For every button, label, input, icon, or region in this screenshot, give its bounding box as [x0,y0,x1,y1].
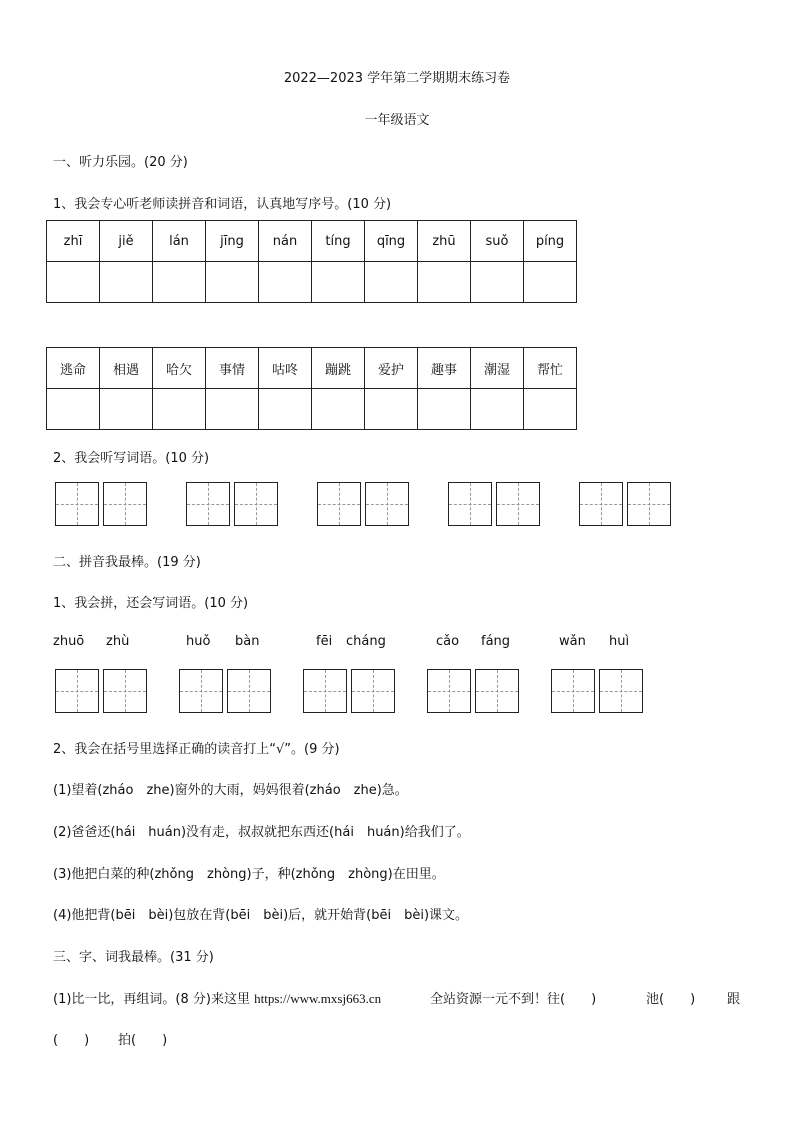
answer-cell[interactable] [418,389,471,430]
page-subtitle: 一年级语文 [364,113,430,128]
pinyin-cell: píng [524,221,577,262]
answer-cell[interactable] [153,389,206,430]
writing-box[interactable] [179,669,223,713]
pinyin-cell: qīng [365,221,418,262]
answer-cell[interactable] [47,389,100,430]
section-heading-1: 一、听力乐园。(20 分) [53,155,188,170]
pinyin-syllable: fáng [481,634,511,649]
pronunciation-line: (4)他把背(bēi bèi)包放在背(bēi bèi)后，就开始背(bēi bèi)课文。 [53,908,469,923]
compare-words-item: 全站资源一元不到！往( ) [430,992,597,1007]
words-table [46,347,577,430]
answer-row [47,262,577,303]
compare-words-item: 拍( ) [118,1033,168,1048]
pinyin-syllable: huǒ [186,634,211,649]
answer-cell[interactable] [259,262,312,303]
pinyin-cell: jīng [206,221,259,262]
compare-words-line [53,988,381,1007]
question-prompt-1-1: 1、我会专心听老师读拼音和词语，认真地写序号。(10 分) [53,197,392,212]
pinyin-cell: zhū [418,221,471,262]
pinyin-cell: tíng [312,221,365,262]
answer-cell[interactable] [524,389,577,430]
word-cell: 逃命 [47,348,100,389]
answer-cell[interactable] [100,389,153,430]
writing-box[interactable] [427,669,471,713]
pinyin-syllable: zhù [106,634,130,649]
promo-link[interactable]: https://www.mxsj663.cn [254,991,382,1006]
pronunciation-line: (2)爸爸还(hái huán)没有走，叔叔就把东西还(hái huán)给我们了。 [53,825,470,840]
answer-cell[interactable] [206,262,259,303]
writing-box[interactable] [55,669,99,713]
writing-box[interactable] [627,482,671,526]
words-row [47,348,577,389]
writing-box[interactable] [55,482,99,526]
word-cell: 蹦跳 [312,348,365,389]
writing-box[interactable] [551,669,595,713]
compare-words-item: 跟 [727,992,741,1007]
pinyin-syllable: cháng [346,634,386,649]
writing-box[interactable] [317,482,361,526]
answer-cell[interactable] [365,262,418,303]
answer-cell[interactable] [206,389,259,430]
answer-row [47,389,577,430]
answer-cell[interactable] [365,389,418,430]
writing-box[interactable] [475,669,519,713]
section-heading-3: 三、字、词我最棒。(31 分) [53,950,214,965]
answer-cell[interactable] [471,389,524,430]
question-prompt-1-2: 2、我会听写词语。(10 分) [53,451,210,466]
answer-cell[interactable] [312,389,365,430]
answer-cell[interactable] [100,262,153,303]
pinyin-row [47,221,577,262]
writing-box[interactable] [599,669,643,713]
section-heading-2: 二、拼音我最棒。(19 分) [53,555,201,570]
word-cell: 帮忙 [524,348,577,389]
pronunciation-line: (1)望着(zháo zhe)窗外的大雨，妈妈很着(zháo zhe)急。 [53,783,408,798]
word-cell: 趣事 [418,348,471,389]
writing-box[interactable] [365,482,409,526]
pinyin-syllable: cǎo [436,634,460,649]
answer-cell[interactable] [471,262,524,303]
spell-write-grid-row [0,669,794,713]
word-cell: 咕咚 [259,348,312,389]
answer-cell[interactable] [259,389,312,430]
answer-cell[interactable] [524,262,577,303]
pinyin-table [46,220,577,303]
pinyin-syllable: zhuō [53,634,85,649]
word-cell: 相遇 [100,348,153,389]
pinyin-syllable: huì [609,634,630,649]
answer-cell[interactable] [47,262,100,303]
page-title: 2022—2023 学年第二学期期末练习卷 [283,71,511,86]
writing-box[interactable] [103,482,147,526]
answer-cell[interactable] [153,262,206,303]
pinyin-cell: jiě [100,221,153,262]
compare-words-item: 池( ) [646,992,696,1007]
compare-words-item: ( ) [53,1033,90,1048]
writing-box[interactable] [227,669,271,713]
writing-box[interactable] [303,669,347,713]
writing-box[interactable] [186,482,230,526]
writing-box[interactable] [579,482,623,526]
writing-box[interactable] [448,482,492,526]
writing-box[interactable] [234,482,278,526]
pronunciation-line: (3)他把白菜的种(zhǒng zhòng)子，种(zhǒng zhòng)在田里。 [53,867,445,882]
pinyin-cell: nán [259,221,312,262]
question-prompt-2-1: 1、我会拼，还会写词语。(10 分) [53,596,249,611]
compare-words-prefix: (1)比一比，再组词。(8 分)来这里 [53,992,255,1007]
question-prompt-2-2: 2、我会在括号里选择正确的读音打上“√”。(9 分) [53,742,340,757]
word-cell: 哈欠 [153,348,206,389]
pinyin-cell: suǒ [471,221,524,262]
writing-box[interactable] [103,669,147,713]
pinyin-syllable: bàn [235,634,260,649]
dictation-grid-row [0,482,794,526]
word-cell: 爱护 [365,348,418,389]
pinyin-cell: zhī [47,221,100,262]
word-cell: 潮湿 [471,348,524,389]
pinyin-syllable: fēi [316,634,333,649]
writing-box[interactable] [496,482,540,526]
word-cell: 事情 [206,348,259,389]
writing-box[interactable] [351,669,395,713]
pinyin-cell: lán [153,221,206,262]
answer-cell[interactable] [418,262,471,303]
answer-cell[interactable] [312,262,365,303]
pinyin-syllable: wǎn [559,634,586,649]
